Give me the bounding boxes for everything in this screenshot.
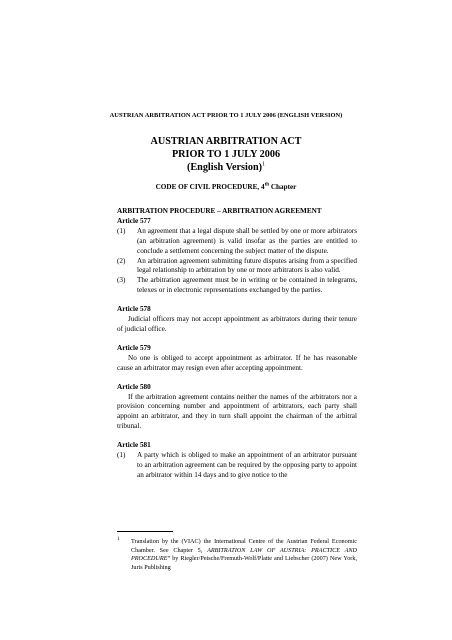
- document-body: [117, 207, 357, 481]
- article-578-text: Judicial officers may not accept appointment as arbitrators during their tenure of judicial office.: [117, 315, 357, 333]
- title-line-3-text: (English Version): [186, 162, 262, 173]
- document-title: [0, 135, 452, 174]
- section-heading: ARBITRATION PROCEDURE – ARBITRATION AGREEMENT: [117, 207, 322, 215]
- article-577-item-1: [117, 227, 357, 257]
- item-text: An agreement that a legal dispute shall be settled by one or more arbitrators (an arbitration agreement) is valid insofar as the parties are entitled to conclude a settlement concerning the subject matter of the dispute.: [137, 226, 357, 255]
- chapter-suffix: Chapter: [269, 183, 297, 191]
- title-footnote-mark: 1: [262, 161, 265, 168]
- title-line-1: AUSTRIAN ARBITRATION ACT: [150, 136, 302, 147]
- running-head: AUSTRIAN ARBITRATION ACT PRIOR TO 1 JULY 2006 (ENGLISH VERSION): [109, 112, 343, 119]
- article-578-title: Article 578: [117, 305, 151, 314]
- article-580-title: Article 580: [117, 382, 151, 391]
- chapter-ordinal: th: [264, 182, 270, 188]
- item-number: (3): [117, 276, 126, 285]
- article-577-item-3: [117, 276, 357, 296]
- article-579-text: No one is obliged to accept appointment as arbitrator. If he has reasonable cause an arbitrator may resign even after accepting appointment.: [117, 353, 357, 372]
- footnote: [117, 538, 357, 572]
- chapter-prefix: CODE OF CIVIL PROCEDURE, 4: [155, 183, 265, 191]
- footnote-rule: [117, 531, 173, 532]
- article-577-item-2: [117, 257, 357, 277]
- item-number: (1): [117, 451, 126, 460]
- article-581-item-1: [117, 451, 357, 481]
- item-text: An arbitration agreement submitting future disputes arising from a specified legal relationship to arbitration by one or more arbitrators is also valid.: [137, 256, 357, 275]
- title-line-2: PRIOR TO 1 JULY 2006: [171, 149, 281, 160]
- article-581-title: Article 581: [117, 441, 151, 450]
- item-text: The arbitration agreement must be in writing or be contained in telegrams, telexes or in electronic representations exchanged by the parties.: [137, 276, 357, 295]
- article-580-text: If the arbitration agreement contains neither the names of the arbitrators nor a provision concerning number and appointment of arbitrators, each party shall appoint an arbitrator, and they in turn shall appoint the chairman of the arbitral tribunal.: [117, 392, 357, 431]
- title-line-3: [0, 161, 452, 174]
- chapter-heading: [0, 183, 452, 191]
- item-number: (2): [117, 256, 126, 265]
- article-579-title: Article 579: [117, 343, 151, 352]
- footnote-text-a: Translation by the (VIAC) the International Centre of the Austrian Federal Economic Chamber. See Chapter 5,: [131, 538, 357, 554]
- footnote-book-title: ARBITRATION LAW OF AUSTRIA: PRACTICE AND PROCEDURE: [131, 546, 358, 563]
- article-577-title: Article 577: [117, 216, 151, 225]
- item-number: (1): [117, 226, 126, 235]
- footnote-mark: 1: [117, 537, 120, 542]
- footnote-text-b: ” by Riegler/Petsche/Fremuth-Wolf/Platte and Liebscher (2007) New York, Juris Publishing: [131, 555, 357, 571]
- footnote-text: [117, 538, 357, 572]
- item-text: A party which is obliged to make an appointment of an arbitrator pursuant to an arbitration agreement can be required by the opposing party to appoint an arbitrator within 14 days and to give notice to the: [137, 451, 357, 479]
